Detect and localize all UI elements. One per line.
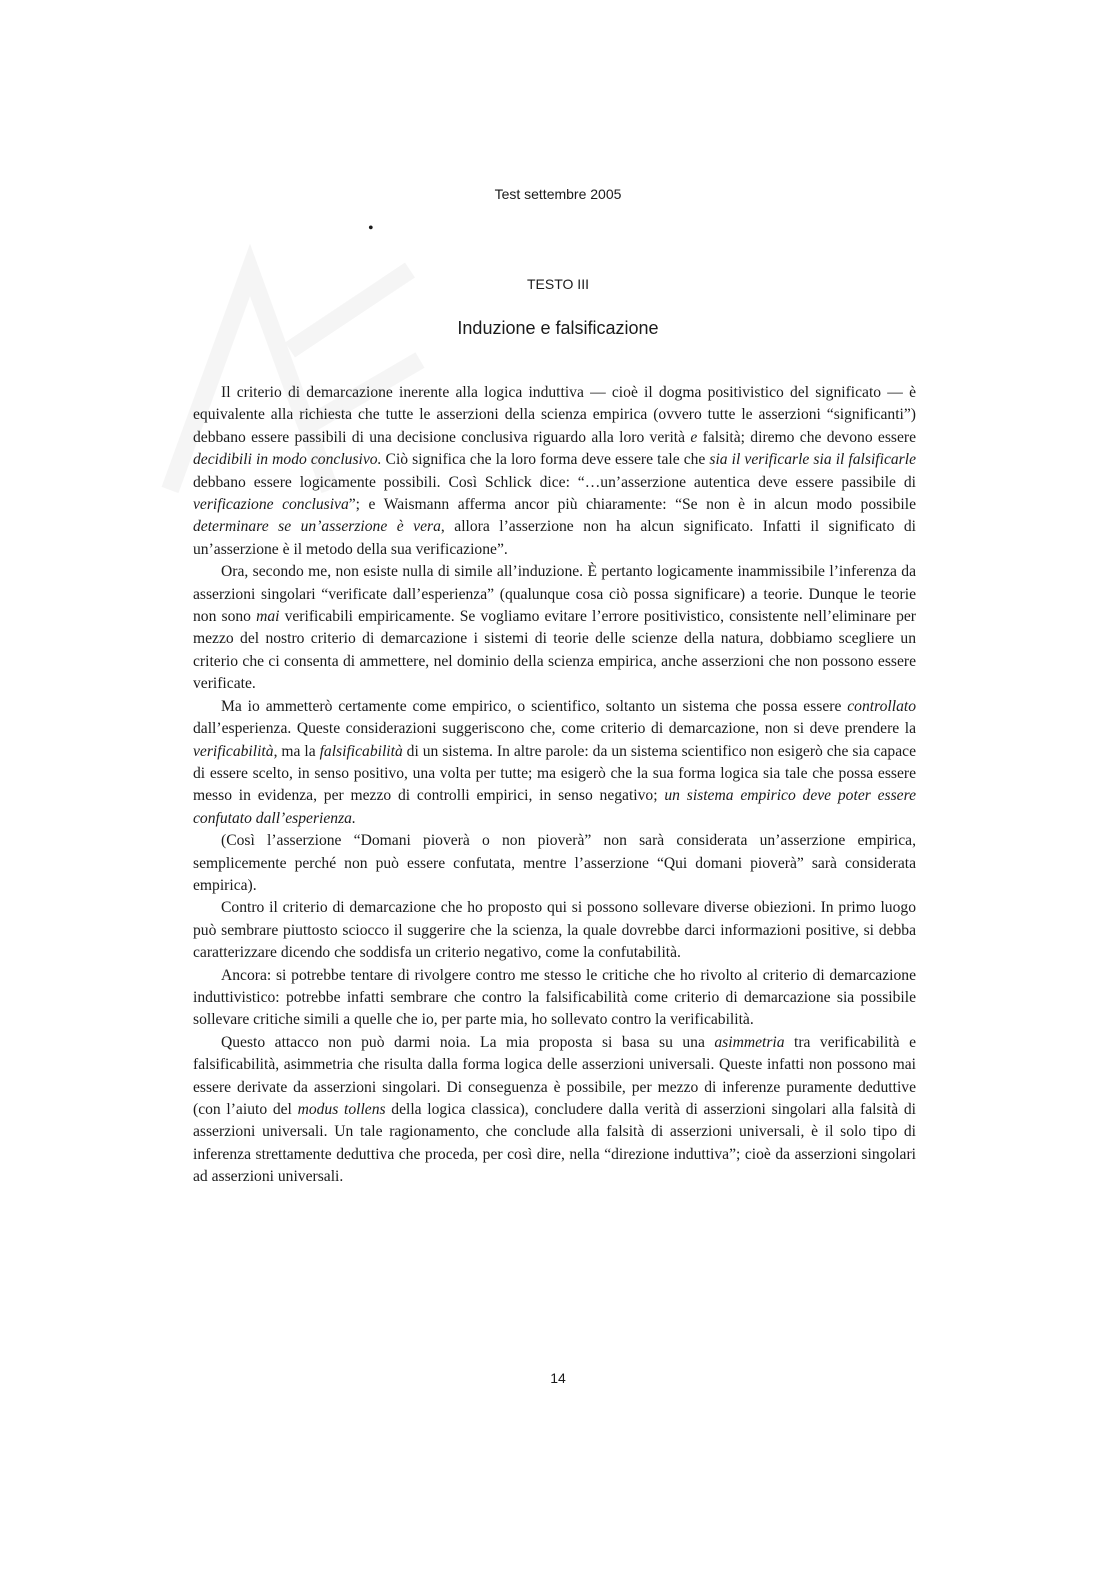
text-run: Questo attacco non può darmi noia. La mia proposta si basa su una bbox=[221, 1033, 715, 1051]
italic-text: e bbox=[690, 428, 698, 446]
paragraph bbox=[193, 696, 916, 830]
italic-text: determinare se un’asserzione è vera bbox=[193, 518, 441, 536]
paragraph bbox=[193, 1032, 916, 1189]
text-run: tra verificabilità e falsificabilità, asimmetria che risulta dalla forma logica delle asserzioni universali. Queste infatti non possono mai essere derivate da asserzioni singolari. Di conseguenza è possibile, per mezzo di inferenze puramente deduttive (con l’aiuto del bbox=[193, 1033, 916, 1118]
italic-text: controllato bbox=[847, 697, 916, 715]
bullet-mark: • bbox=[368, 220, 374, 237]
text-run: falsità; diremo che devono essere bbox=[697, 428, 917, 446]
page-number: 14 bbox=[550, 1370, 566, 1386]
section-label: TESTO III bbox=[527, 276, 589, 292]
body-text bbox=[193, 382, 916, 1189]
text-run: dall’esperienza. Queste considerazioni suggeriscono che, come criterio di demarcazione, non si deve prendere la bbox=[193, 720, 916, 738]
text-run: debbano essere logicamente possibili. Così Schlick dice: “…un’asserzione autentica deve essere passibile di bbox=[193, 473, 916, 491]
text-run: (Così l’asserzione “Domani pioverà o non pioverà” non sarà considerata un’asserzione empirica, semplicemente perché non può essere confutata, mentre l’asserzione “Qui domani pioverà” sarà considerata empirica). bbox=[193, 832, 916, 894]
italic-text: falsificabilità bbox=[319, 742, 403, 760]
text-run: ”; e Waismann afferma ancor più chiaramente: “Se non è in alcun modo possibile bbox=[348, 496, 916, 514]
text-run: della logica classica), concludere dalla verità di asserzioni singolari alla falsità di asserzioni universali. Un tale ragionamento, che conclude alla falsità di asserzioni universali, è il solo tipo di inferenza strettamente deduttiva che proceda, per così dire, nella “direzione induttiva”; cioè da asserzioni singolari ad asserzioni universali. bbox=[193, 1101, 916, 1186]
paragraph bbox=[193, 561, 916, 695]
text-run: Ora, secondo me, non esiste nulla di simile all’induzione. È pertanto logicamente inammissibile l’inferenza da asserzioni singolari “verificate dall’esperienza” (qualunque cosa ciò possa significare) a teorie. Dunque le teorie non sono bbox=[193, 563, 916, 626]
running-header: Test settembre 2005 bbox=[494, 186, 622, 202]
italic-text: verificabilità bbox=[193, 742, 274, 760]
text-run: di un sistema. In altre parole: da un sistema scientifico non esigerò che sia capace di essere scelto, in senso positivo, una volta per tutte; ma esigerò che la sua forma logica sia tale che possa essere messo in evidenza, per mezzo di controlli empirici, in senso negativo; bbox=[193, 742, 916, 805]
italic-text: decidibili in modo conclusivo. bbox=[193, 451, 382, 469]
text-run: , allora l’asserzione non ha alcun significato. Infatti il significato di un’asserzione è il metodo della sua verificazione”. bbox=[193, 518, 917, 558]
italic-text: mai bbox=[256, 608, 280, 626]
text-run: , ma la bbox=[273, 742, 320, 760]
paragraph bbox=[193, 897, 916, 964]
text-run: Contro il criterio di demarcazione che ho proposto qui si possono sollevare diverse obiezioni. In primo luogo può sembrare piuttosto sciocco il suggerire che la scienza, la quale dovrebbe darci informazioni positive, si debba caratterizzare dicendo che soddisfa un criterio negativo, come la confutabilità. bbox=[193, 899, 916, 962]
text-run: Ancora: si potrebbe tentare di rivolgere contro me stesso le critiche che ho rivolto al criterio di demarcazione induttivistico: potrebbe infatti sembrare che contro la falsificabilità come criterio di demarcazione sia possibile sollevare critiche simili a quelle che io, per parte mia, ho sollevato contro la verificabilità. bbox=[193, 966, 916, 1029]
text-run: Il criterio di demarcazione inerente alla logica induttiva — cioè il dogma positivistico del significato — è equivalente alla richiesta che tutte le asserzioni della scienza empirica (ovvero tutte le asserzioni “significanti”) debbano essere passibili di una decisione conclusiva riguardo alla loro verità bbox=[193, 384, 916, 446]
paragraph bbox=[193, 965, 916, 1032]
italic-text: modus tollens bbox=[297, 1101, 386, 1118]
italic-text: un sistema empirico deve poter essere confutato dall’esperienza. bbox=[193, 787, 916, 827]
paragraph bbox=[193, 830, 916, 897]
italic-text: asimmetria bbox=[714, 1033, 785, 1051]
text-run: Ma io ammetterò certamente come empirico, o scientifico, soltanto un sistema che possa essere bbox=[221, 697, 848, 715]
text-run: Ciò significa che la loro forma deve essere tale che bbox=[381, 451, 710, 469]
text-run: verificabili empiricamente. Se vogliamo evitare l’errore positivistico, consistente nell’eliminare per mezzo del nostro criterio di demarcazione i sistemi di teorie delle scienze della natura, dobbiamo scegliere un criterio che ci consenta di ammettere, nel dominio della scienza empirica, anche asserzioni che non possono essere verificate. bbox=[193, 608, 916, 693]
italic-text: sia il verificarle sia il falsificarle bbox=[709, 451, 916, 469]
paragraph bbox=[193, 382, 916, 561]
page-title: Induzione e falsificazione bbox=[457, 318, 659, 338]
italic-text: verificazione conclusiva bbox=[193, 496, 349, 514]
